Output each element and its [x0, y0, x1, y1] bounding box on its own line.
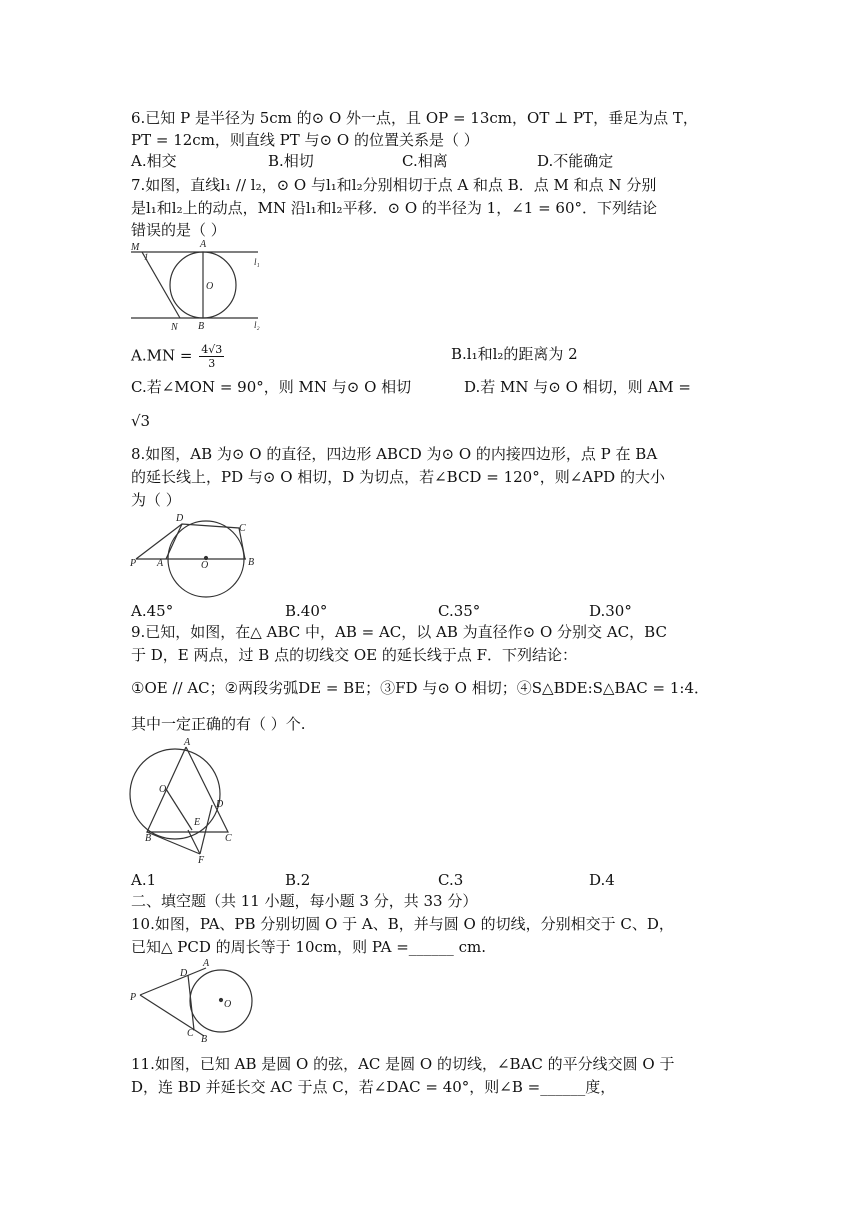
q9-line2: 于 D，E 两点，过 B 点的切线交 OE 的延长线于点 F．下列结论：: [131, 646, 578, 664]
q9-label-c: C: [225, 833, 232, 844]
q7-option-a-numerator: 4√3: [201, 343, 223, 356]
q6-line2: PT = 12cm，则直线 PT 与⊙ O 的位置关系是（ ）: [131, 131, 479, 149]
q9-option-a: A.1: [131, 871, 157, 889]
q6-option-d: D.不能确定: [537, 152, 614, 170]
q9-label-a: A: [184, 737, 191, 748]
q10-label-a: A: [203, 958, 210, 969]
q7-option-a: [131, 343, 224, 370]
q6-option-b: B.相切: [268, 152, 314, 170]
q8-label-a: A: [157, 558, 164, 569]
q7-option-d: D.若 MN 与⊙ O 相切，则 AM =: [464, 378, 691, 396]
q10-label-o: O: [224, 999, 232, 1010]
q7-option-c: C.若∠MON = 90°，则 MN 与⊙ O 相切: [131, 378, 412, 396]
q7-label-n: N: [171, 322, 178, 333]
q9-option-b: B.2: [285, 871, 311, 889]
q7-option-a-denominator: 3: [208, 357, 216, 370]
q7-label-m: M: [131, 242, 140, 253]
section-heading: 二、填空题（共 11 小题，每小题 3 分，共 33 分）: [131, 892, 478, 910]
q9-option-d: D.4: [589, 871, 615, 889]
q7-label-b: B: [198, 321, 205, 332]
q7-label-l1: l₁: [254, 257, 260, 267]
q10-figure: [128, 958, 258, 1046]
q9-label-f: F: [198, 855, 205, 866]
q8-figure: [128, 508, 268, 600]
q9-line4: 其中一定正确的有（ ）个.: [131, 715, 306, 733]
q6-line1: 6.已知 P 是半径为 5cm 的⊙ O 外一点，且 OP = 13cm，OT ⊥ PT，垂足为点 T，: [131, 109, 698, 127]
q8-option-c: C.35°: [438, 602, 481, 620]
q8-label-d: D: [176, 513, 184, 524]
q8-label-b: B: [248, 557, 255, 568]
q7-option-b: B.l₁和l₂的距离为 2: [451, 345, 578, 363]
q8-label-c: C: [239, 523, 246, 534]
q9-label-d: D: [216, 799, 224, 810]
q9-line3: ①OE // AC；②两段劣弧DE = BE；③FD 与⊙ O 相切；④S△BDE:S△BAC = 1:4．: [131, 679, 710, 697]
q8-option-d: D.30°: [589, 602, 632, 620]
q10-label-d: D: [180, 968, 188, 979]
q10-label-c: C: [187, 1028, 194, 1039]
q11-line1: 11.如图，已知 AB 是圆 O 的弦，AC 是圆 O 的切线，∠BAC 的平分线交圆 O 于: [131, 1055, 675, 1073]
q9-label-b: B: [145, 833, 152, 844]
q9-label-o: O: [159, 784, 167, 795]
q11-line2: D，连 BD 并延长交 AC 于点 C，若∠DAC = 40°，则∠B =______度，: [131, 1078, 616, 1096]
q7-option-a-prefix: A.MN =: [131, 346, 198, 365]
q7-line3: 错误的是（ ）: [131, 221, 226, 239]
q7-label-l2: l₂: [254, 320, 260, 330]
q7-label-1: 1: [144, 252, 149, 262]
q7-label-a: A: [200, 239, 207, 250]
q6-option-a: A.相交: [131, 152, 177, 170]
q10-line1: 10.如图，PA、PB 分别切圆 O 于 A、B，并与圆 O 的切线，分别相交于 C、D，: [131, 915, 674, 933]
q7-option-d-cont: √3: [131, 412, 151, 430]
q7-line1: 7.如图，直线l₁ // l₂，⊙ O 与l₁和l₂分别相切于点 A 和点 B．点 M 和点 N 分别: [131, 176, 657, 194]
q8-label-o: O: [201, 560, 209, 571]
q8-line2: 的延长线上，PD 与⊙ O 相切，D 为切点，若∠BCD = 120°，则∠APD 的大小: [131, 468, 665, 486]
q8-label-p: P: [130, 558, 137, 569]
q9-figure: [128, 737, 238, 867]
q9-label-e: E: [194, 817, 201, 828]
q7-line2: 是l₁和l₂上的动点，MN 沿l₁和l₂平移．⊙ O 的半径为 1，∠1 = 60°．下列结论: [131, 199, 658, 217]
q9-line1: 9.已知，如图，在△ ABC 中，AB = AC，以 AB 为直径作⊙ O 分别交 AC，BC: [131, 623, 667, 641]
q8-option-b: B.40°: [285, 602, 328, 620]
q9-option-c: C.3: [438, 871, 464, 889]
q10-label-p: P: [130, 992, 137, 1003]
q7-figure: [128, 238, 268, 333]
q8-line3: 为（ ）: [131, 491, 181, 509]
q10-line2: 已知△ PCD 的周长等于 10cm，则 PA =______ cm.: [131, 938, 486, 956]
q10-label-b: B: [201, 1034, 208, 1045]
q6-option-c: C.相离: [402, 152, 448, 170]
q7-label-o: O: [206, 281, 214, 292]
q8-line1: 8.如图，AB 为⊙ O 的直径，四边形 ABCD 为⊙ O 的内接四边形，点 P 在 BA: [131, 445, 658, 463]
q8-option-a: A.45°: [131, 602, 174, 620]
